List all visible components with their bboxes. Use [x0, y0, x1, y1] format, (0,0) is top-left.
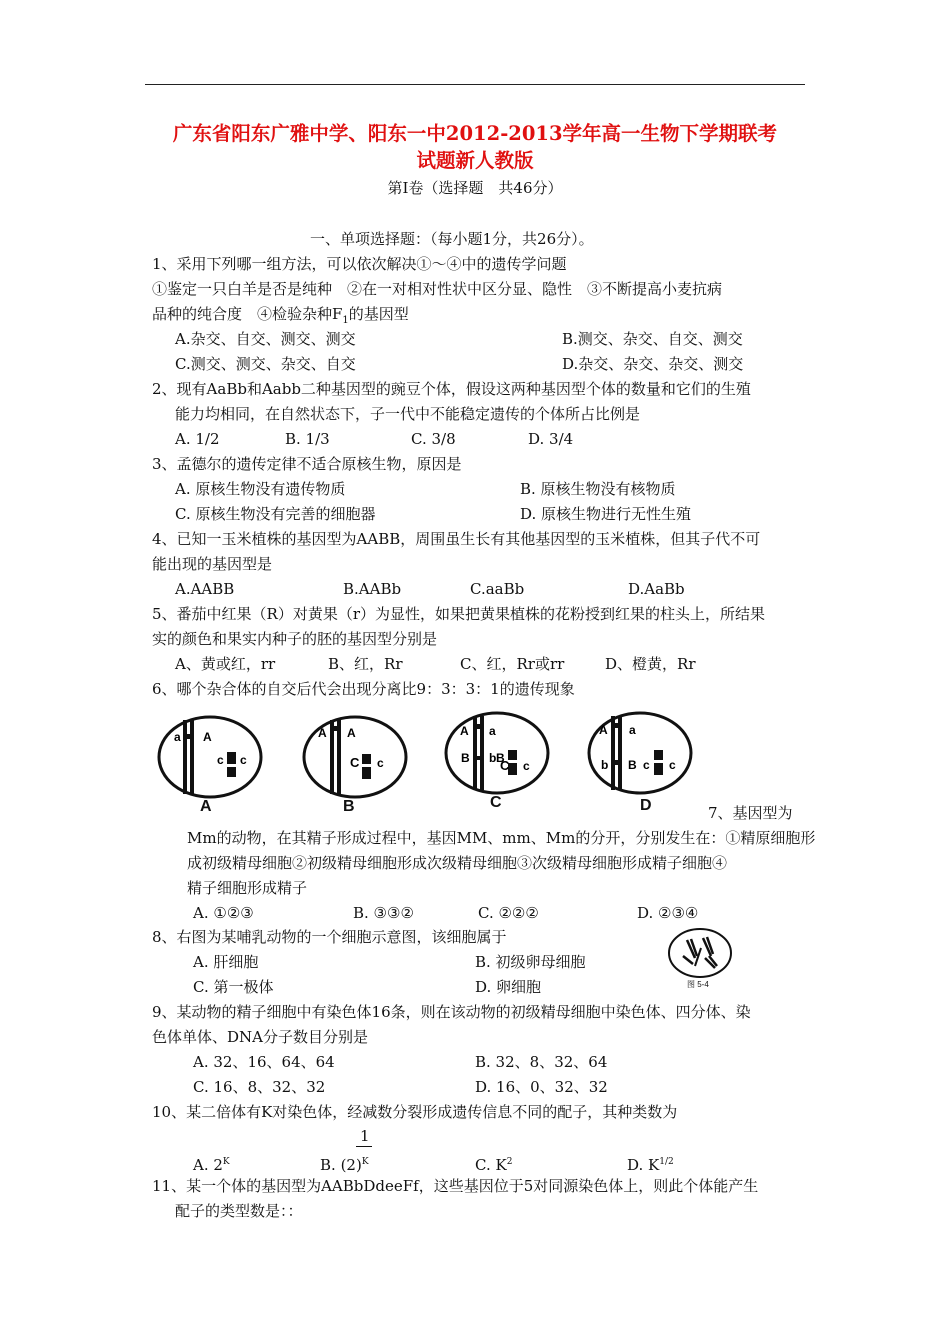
q8-cell-figure	[665, 926, 735, 986]
q8-option-c: C. 第一极体	[193, 978, 274, 996]
q9-stem-1: 9、某动物的精子细胞中有染色体16条，则在该动物的初级精母细胞中染色体、四分体、染	[152, 1003, 751, 1021]
q3-option-c: C. 原核生物没有完善的细胞器	[175, 505, 376, 523]
gene-label: a	[489, 724, 496, 738]
q10-option-c: C. $K^2$	[475, 1156, 513, 1174]
q1-stem-3: 品种的纯合度 ④检验杂种$F_1$的基因型	[152, 305, 409, 326]
gene-label: B	[461, 751, 470, 765]
volume-heading: 第Ⅰ卷（选择题 共46分）	[387, 179, 563, 197]
gene-label: A	[347, 726, 356, 740]
q6-stem: 6、哪个杂合体的自交后代会出现分离比9：3：3：1的遗传现象	[152, 680, 575, 698]
q7-stem-2: 成初级精母细胞②初级精母细胞形成次级精母细胞③次级精母细胞形成精子细胞④	[187, 854, 728, 872]
gene-label: A	[318, 726, 327, 740]
gene-label: c	[643, 758, 650, 772]
q5-option-c: C、红，Rr或rr	[460, 655, 565, 673]
q2-stem-1: 2、现有AaBb和Aabb二种基因型的豌豆个体，假设这两种基因型个体的数量和它们的生殖	[152, 380, 751, 398]
q10-stem: 10、某二倍体有K对染色体，经减数分裂形成遗传信息不同的配子，其种类数为	[152, 1103, 678, 1121]
gene-label: A	[460, 724, 469, 738]
q5-option-b: B、红，Rr	[328, 655, 403, 673]
q7-stem-1: Mm的动物，在其精子形成过程中，基因MM、mm、Mm的分开，分别发生在：①精原细胞形	[187, 829, 816, 847]
q6-figure-label-c: C	[490, 794, 502, 811]
q9-option-d: D. 16、0、32、32	[475, 1078, 608, 1096]
q10-option-b: B. $(2)^K$	[320, 1156, 369, 1174]
gene-label: c	[669, 758, 676, 772]
q8-option-a: A. 肝细胞	[193, 953, 259, 971]
gene-label: c	[523, 759, 530, 773]
gene-label: C	[500, 758, 510, 773]
q3-option-b: B. 原核生物没有核物质	[520, 480, 676, 498]
q6-cell-c-figure	[442, 708, 552, 798]
q6-cell-b-figure	[300, 712, 410, 802]
q4-option-b: B.AABb	[343, 580, 402, 598]
q1-stem-1: 1、采用下列哪一组方法，可以依次解决①～④中的遗传学问题	[152, 255, 567, 273]
q4-option-d: D.AaBb	[628, 580, 685, 598]
q4-stem-1: 4、已知一玉米植株的基因型为AABB，周围虽生长有其他基因型的玉米植株，但其子代不可	[152, 530, 761, 548]
q6-figure-label-d: D	[640, 797, 652, 814]
q3-option-a: A. 原核生物没有遗传物质	[175, 480, 346, 498]
q10-fraction-bar	[356, 1146, 372, 1147]
q4-stem-2: 能出现的基因型是	[152, 555, 273, 573]
gene-label: A	[599, 723, 608, 737]
q7-stem-start: 7、基因型为	[708, 804, 793, 822]
q8-stem: 8、右图为某哺乳动物的一个细胞示意图，该细胞属于	[152, 928, 507, 946]
q2-stem-2: 能力均相同，在自然状态下，子一代中不能稳定遗传的个体所占比例是	[175, 405, 641, 423]
q1-option-a: A.杂交、自交、测交、测交	[175, 330, 356, 348]
q6-figure-label-b: B	[343, 798, 355, 815]
q11-stem-1: 11、某一个体的基因型为AABbDdeeFf，这些基因位于5对同源染色体上，则此个体能产生	[152, 1177, 759, 1195]
q7-stem-3: 精子细胞形成精子	[187, 879, 308, 897]
paper-title-line1: 广东省阳东广雅中学、阳东一中2012-2013学年高一生物下学期联考	[172, 122, 778, 145]
q9-option-a: A. 32、16、64、64	[193, 1053, 335, 1071]
q2-option-c: C. 3/8	[411, 430, 456, 448]
q2-option-b: B. 1/3	[285, 430, 330, 448]
q5-option-d: D、橙黄，Rr	[605, 655, 696, 673]
q10-option-d: D. $K^{1/2}$	[627, 1156, 674, 1174]
gene-label: a	[629, 723, 636, 737]
gene-label: c	[217, 753, 224, 767]
q1-option-c: C.测交、测交、杂交、自交	[175, 355, 356, 373]
gene-label: b	[601, 758, 609, 772]
q1-option-b: B.测交、杂交、自交、测交	[562, 330, 743, 348]
q6-cell-d-figure	[585, 708, 695, 798]
q7-option-b: B. ③③②	[353, 904, 414, 922]
gene-label: b	[489, 751, 497, 765]
q11-stem-2: 配子的类型数是：：	[175, 1202, 303, 1220]
q8-option-b: B. 初级卵母细胞	[475, 953, 586, 971]
q6-figure-label-a: A	[200, 798, 212, 815]
q5-stem-1: 5、番茄中红果（R）对黄果（r）为显性，如果把黄果植株的花粉授到红果的柱头上，所结果	[152, 605, 766, 623]
q1-option-d: D.杂交、杂交、杂交、测交	[562, 355, 744, 373]
q7-option-d: D. ②③④	[637, 904, 699, 922]
gene-label: c	[240, 753, 247, 767]
gene-label: c	[377, 756, 384, 770]
q5-stem-2: 实的颜色和果实内种子的胚的基因型分别是	[152, 630, 438, 648]
q2-option-a: A. 1/2	[175, 430, 220, 448]
q8-option-d: D. 卵细胞	[475, 978, 542, 996]
q7-option-a: A. ①②③	[193, 904, 254, 922]
q9-option-c: C. 16、8、32、32	[193, 1078, 326, 1096]
q3-option-d: D. 原核生物进行无性生殖	[520, 505, 692, 523]
q6-cell-a-figure	[155, 712, 265, 802]
section-heading: 一、单项选择题：（每小题1分，共26分）。	[310, 230, 594, 248]
q9-stem-2: 色体单体、DNA分子数目分别是	[152, 1028, 368, 1046]
q4-option-c: C.aaBb	[470, 580, 525, 598]
q5-option-a: A、黄或红，rr	[175, 655, 276, 673]
gene-label: B	[628, 758, 637, 772]
q1-stem-2: ①鉴定一只白羊是否是纯种 ②在一对相对性状中区分显、隐性 ③不断提高小麦抗病	[152, 280, 723, 298]
gene-label: B	[496, 751, 505, 765]
q10-option-b-numerator: 1	[360, 1127, 370, 1145]
gene-label: A	[203, 730, 212, 744]
q2-option-d: D. 3/4	[528, 430, 574, 448]
gene-label: C	[350, 755, 360, 770]
q8-figure-caption: 图 5-4	[687, 980, 709, 989]
q9-option-b: B. 32、8、32、64	[475, 1053, 608, 1071]
gene-label: a	[174, 730, 181, 744]
q4-option-a: A.AABB	[175, 580, 235, 598]
paper-title-line2: 试题新人教版	[416, 149, 534, 172]
header-rule	[145, 84, 805, 85]
q7-option-c: C. ②②②	[478, 904, 539, 922]
q10-option-a: A. $2^K$	[193, 1156, 230, 1174]
q3-stem: 3、孟德尔的遗传定律不适合原核生物，原因是	[152, 455, 462, 473]
